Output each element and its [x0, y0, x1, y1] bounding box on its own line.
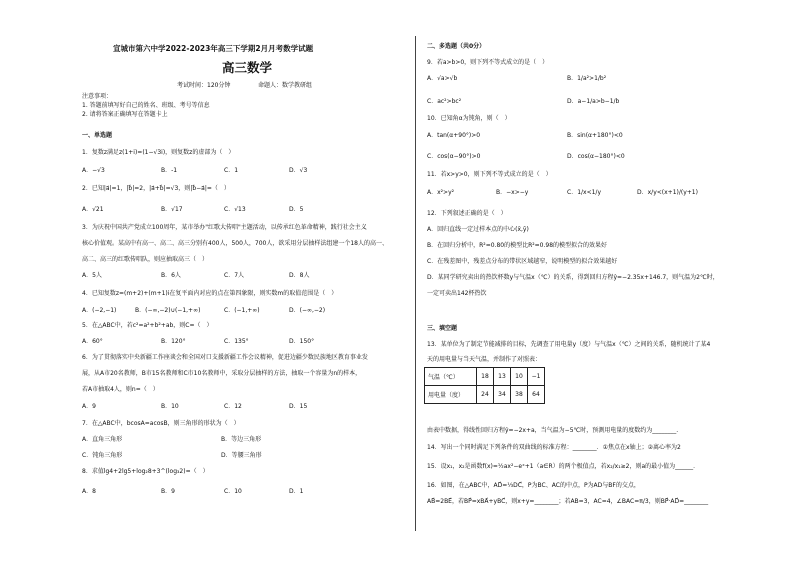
left-column [0, 0, 390, 562]
question-11: 11．若x>y>0，则下列不等式成立的是（ ） [427, 171, 552, 178]
option: D．√3 [289, 167, 308, 174]
section-heading-fill-blank: 三、填空题 [427, 325, 458, 332]
question-3-line: 核心价值观。某高中有高一、高二、高三分别有400人，500人，700人，欲采用分层抽样法组建一个18人的高一、 [82, 240, 388, 247]
table-cell: 气温（℃） [425, 368, 477, 386]
option: C．7人 [224, 272, 245, 279]
option: B．sin(α+180°)<0 [567, 132, 623, 139]
question-3-line: 3．为庆祝中国共产党成立100周年，某市举办"红歌大传唱"主题活动，以传承红色革命精神，践行社会主义 [82, 224, 367, 231]
question-10: 10．已知角α为钝角，则（ ） [427, 115, 511, 122]
question-9: 9．若a>b>0，则下列不等式成立的是（ ） [427, 59, 549, 66]
option: D．(−∞,−2) [289, 307, 326, 314]
question-14: 14．写出一个同时满足下列条件的双曲线的标准方程：________．①焦点在x轴上；②离心率为2 [427, 444, 681, 451]
question-7: 7．在△ABC中，bcosA=acosB，则三角形的形状为（ ） [82, 420, 240, 427]
note-item: 2. 请将答案正确填写在答题卡上 [82, 111, 168, 118]
question-4: 4．已知复数z=(m+2)+(m+1)i在复平面内对应的点在第四象限，则实数m的取值范围是（ ） [82, 290, 338, 297]
table-cell: −1 [528, 368, 545, 386]
option: 一定可卖出142杯热饮 [427, 290, 487, 297]
option: A．5人 [82, 272, 102, 279]
option: D．某同学研究卖出的热饮杯数y与气温x（℃）的关系，得到回归方程ŷ=−2.35x+146.7，则气温为2℃时， [427, 274, 719, 281]
option: C．钝角三角形 [82, 452, 123, 459]
option: B．−x>−y [496, 189, 529, 196]
question-13-line: 13．某单位为了制定节能减排的目标，先调查了用电量y（度）与气温x（℃）之间的关系，随机统计了某4 [427, 341, 711, 348]
question-13-line: 由表中数据，得线性回归方程ŷ=−2x+a，当气温为−5℃时，预测用电量的度数约为________. [427, 427, 679, 434]
question-16-line: AB⃗=2BE⃗，若BP⃗=xBA⃗+yBC⃗，则x+y=________；若AB=3，AC=4，∠BAC=π/3，则BP⃗·AD⃗=________ [427, 498, 709, 505]
question-1: 1．复数z满足z(1+i)=(1−√3i)，则复数z的虚部为（ ） [82, 149, 235, 156]
option: C．√13 [224, 206, 246, 213]
note-item: 1. 答题前填写好自己的姓名、班级、考号等信息 [82, 102, 210, 109]
question-15: 15．设x₁，x₂是函数f(x)=½ax²−eˣ+1（a∈R）的两个极值点，若x₂/x₁≥2，则a的最小值为______． [427, 463, 700, 470]
option: B．6人 [161, 272, 181, 279]
option: B．120° [161, 338, 186, 345]
question-13-line: 天的用电量与当天气温，并制作了对照表： [427, 356, 542, 363]
question-12: 12．下列叙述正确的是（ ） [427, 210, 507, 217]
question-6-line: 展，从A市20名教师，B市15名教师和C市10名教师中，采取分层抽样的方法，抽取一个容量为n的样本， [82, 370, 362, 377]
section-heading-single-choice: 一、单选题 [82, 132, 113, 139]
option: D．8人 [289, 272, 310, 279]
option: A．√21 [82, 206, 104, 213]
option: C．12 [224, 403, 242, 410]
option: C．(−1,+∞) [224, 307, 260, 314]
option: B．在回归分析中，R²=0.80的模型比R²=0.98的模型拟合的效果好 [427, 242, 608, 249]
table-cell: 64 [528, 386, 545, 404]
option: A．回归直线一定过样本点的中心(x̄,ȳ) [427, 226, 529, 233]
option: C．cos(α−90°)>0 [427, 153, 481, 160]
option: B．-1 [161, 167, 178, 174]
option: D．5 [289, 206, 304, 213]
exam-author: 命题人：数学教研组 [258, 82, 313, 89]
option: B．√17 [161, 206, 183, 213]
data-table [424, 367, 545, 404]
option: B．10 [161, 403, 179, 410]
table-cell: 38 [511, 386, 528, 404]
option: B．(−∞,−2)∪(−1,+∞) [135, 307, 201, 314]
option: B．9 [161, 488, 175, 495]
question-6-line: 6．为了贯彻落实中央新疆工作座谈会和全国对口支援新疆工作会议精神，促进边疆少数民族地区教育事业发 [82, 354, 368, 361]
question-6-line: 若A市抽取4人，则n=（ ） [82, 386, 159, 393]
option: C．在残差图中，残差点分布的带状区域越窄，说明模型的拟合效果越好 [427, 258, 618, 265]
option: A．直角三角形 [82, 436, 123, 443]
question-16-line: 16．如图，在△ABC中，AD⃗=⅓DC⃗，P为BC、AC的中点，P为AD与BF的交点， [427, 482, 640, 489]
option: A．−√3 [82, 167, 105, 174]
option: B．等边三角形 [221, 436, 262, 443]
exam-title: 宣城市第六中学2022-2023年高三下学期2月月考数学试题 [113, 44, 314, 53]
option: D．x/y<(x+1)/(y+1) [637, 189, 698, 196]
option: A．60° [82, 338, 103, 345]
question-3-line: 高二、高三的红歌传唱队，则应抽取高三（ ） [82, 256, 209, 263]
exam-subtitle: 高三数学 [222, 60, 273, 75]
question-5: 5．在△ABC中，若c²=a²+b²+ab，则C=（ ） [82, 322, 213, 329]
table-cell: 用电量（度） [425, 386, 477, 404]
table-cell: 10 [511, 368, 528, 386]
option: A．8 [82, 488, 96, 495]
option: D．cos(α−180°)<0 [567, 153, 625, 160]
option: D．15 [289, 403, 308, 410]
exam-time: 考试时间：120分钟 [177, 82, 231, 89]
option: B．1/a²>1/b² [567, 75, 607, 82]
question-8: 8．求值lg4+2lg5+log₂8+3^(log₃2)=（ ） [82, 468, 209, 475]
table-cell: 13 [494, 368, 511, 386]
option: D．1 [289, 488, 304, 495]
option: C．1 [224, 167, 239, 174]
table-row [425, 368, 545, 386]
notes-heading: 注意事项： [82, 93, 113, 100]
option: C．1/x<1/y [567, 189, 601, 196]
option: C．10 [224, 488, 242, 495]
option: D．150° [289, 338, 315, 345]
option: D．a−1/a>b−1/b [567, 98, 620, 105]
section-heading-multi-choice: 二、多选题（共0分） [427, 43, 486, 50]
question-2: 2．已知|a⃗|=1，|b⃗|=2，|a⃗+b⃗|=√3，则|b⃗−a⃗|=（ ） [82, 185, 230, 192]
table-cell: 24 [477, 386, 494, 404]
option: A．√a>√b [427, 75, 458, 82]
table-cell: 18 [477, 368, 494, 386]
right-column [397, 0, 787, 562]
table-cell: 34 [494, 386, 511, 404]
option: A．9 [82, 403, 96, 410]
option: C．ac²>bc² [427, 98, 462, 105]
option: C．135° [224, 338, 249, 345]
option: A．x²>y² [427, 189, 455, 196]
option: A．(−2,−1) [82, 307, 117, 314]
option: D．等腰三角形 [221, 452, 262, 459]
table-row [425, 386, 545, 404]
option: A．tan(α+90°)>0 [427, 132, 481, 139]
